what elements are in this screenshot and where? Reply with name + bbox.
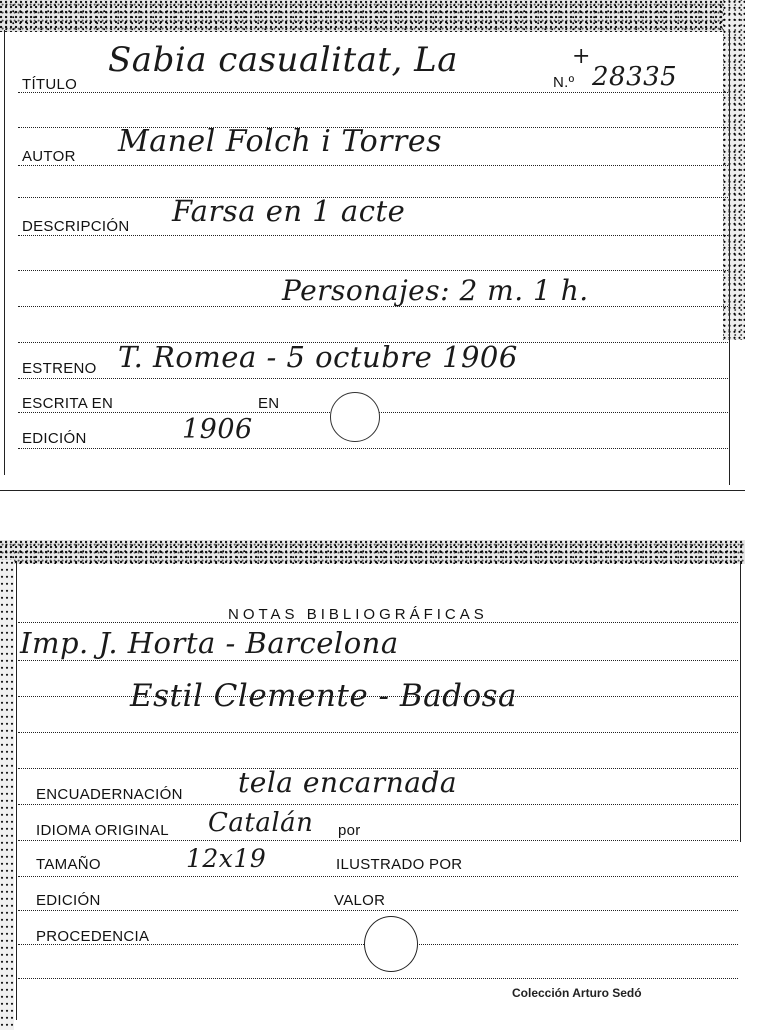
label-escrita-en: ESCRITA EN	[22, 395, 114, 412]
punch-hole	[330, 392, 380, 442]
ruled-line	[18, 840, 738, 841]
ruled-line	[18, 732, 738, 733]
punch-hole	[364, 916, 418, 972]
label-tamano: TAMAÑO	[36, 856, 101, 873]
label-descripcion: DESCRIPCIÓN	[22, 218, 130, 235]
label-numero: N.º	[553, 74, 575, 91]
torn-edge-top	[0, 540, 745, 564]
handwritten-number-mark: +	[572, 44, 591, 69]
card-border-right	[729, 30, 730, 485]
ruled-line	[18, 165, 728, 166]
handwritten-personajes: Personajes: 2 m. 1 h.	[282, 274, 589, 307]
ruled-line	[18, 448, 728, 449]
handwritten-idioma: Catalán	[208, 808, 314, 838]
label-ilustrado-por: ILUSTRADO POR	[336, 856, 463, 873]
label-valor: VALOR	[334, 892, 386, 909]
label-edicion: EDICIÓN	[22, 430, 87, 447]
ruled-line	[18, 378, 728, 379]
ruled-line	[18, 804, 738, 805]
handwritten-note-1: Imp. J. Horta - Barcelona	[20, 626, 399, 660]
card-border-left	[16, 562, 17, 1020]
handwritten-tamano: 12x19	[186, 844, 267, 873]
ruled-line	[18, 978, 738, 979]
label-por: por	[338, 822, 361, 839]
ruled-line	[18, 235, 728, 236]
ruled-line	[18, 910, 738, 911]
label-en: EN	[258, 395, 280, 412]
handwritten-descripcion: Farsa en 1 acte	[172, 194, 406, 228]
handwritten-titulo: Sabia casualitat, La	[108, 40, 459, 80]
label-encuadernacion: ENCUADERNACIÓN	[36, 786, 183, 803]
collection-footer: Colección Arturo Sedó	[512, 986, 642, 1000]
ruled-line	[18, 876, 738, 877]
ruled-line	[18, 660, 738, 661]
card-border-bottom	[0, 490, 745, 491]
torn-edge-top	[0, 0, 745, 32]
notes-heading: NOTAS BIBLIOGRÁFICAS	[228, 606, 488, 623]
label-procedencia: PROCEDENCIA	[36, 928, 150, 945]
label-edicion: EDICIÓN	[36, 892, 101, 909]
handwritten-numero: 28335	[592, 62, 678, 92]
card-border-left	[4, 30, 5, 475]
torn-edge-left	[0, 560, 14, 1030]
card-border-right	[740, 562, 741, 842]
catalog-card-back	[0, 540, 745, 1028]
handwritten-estreno: T. Romea - 5 octubre 1906	[118, 340, 518, 374]
label-idioma-original: IDIOMA ORIGINAL	[36, 822, 169, 839]
handwritten-encuadernacion: tela encarnada	[238, 766, 458, 799]
handwritten-edicion: 1906	[182, 414, 253, 445]
handwritten-autor: Manel Folch i Torres	[118, 124, 443, 159]
label-autor: AUTOR	[22, 148, 76, 165]
label-titulo: TÍTULO	[22, 76, 78, 93]
ruled-line	[18, 270, 728, 271]
handwritten-note-2: Estil Clemente - Badosa	[130, 678, 518, 714]
torn-edge-right	[723, 0, 745, 340]
label-estreno: ESTRENO	[22, 360, 97, 377]
catalog-card-front	[0, 0, 745, 490]
ruled-line	[18, 92, 728, 93]
